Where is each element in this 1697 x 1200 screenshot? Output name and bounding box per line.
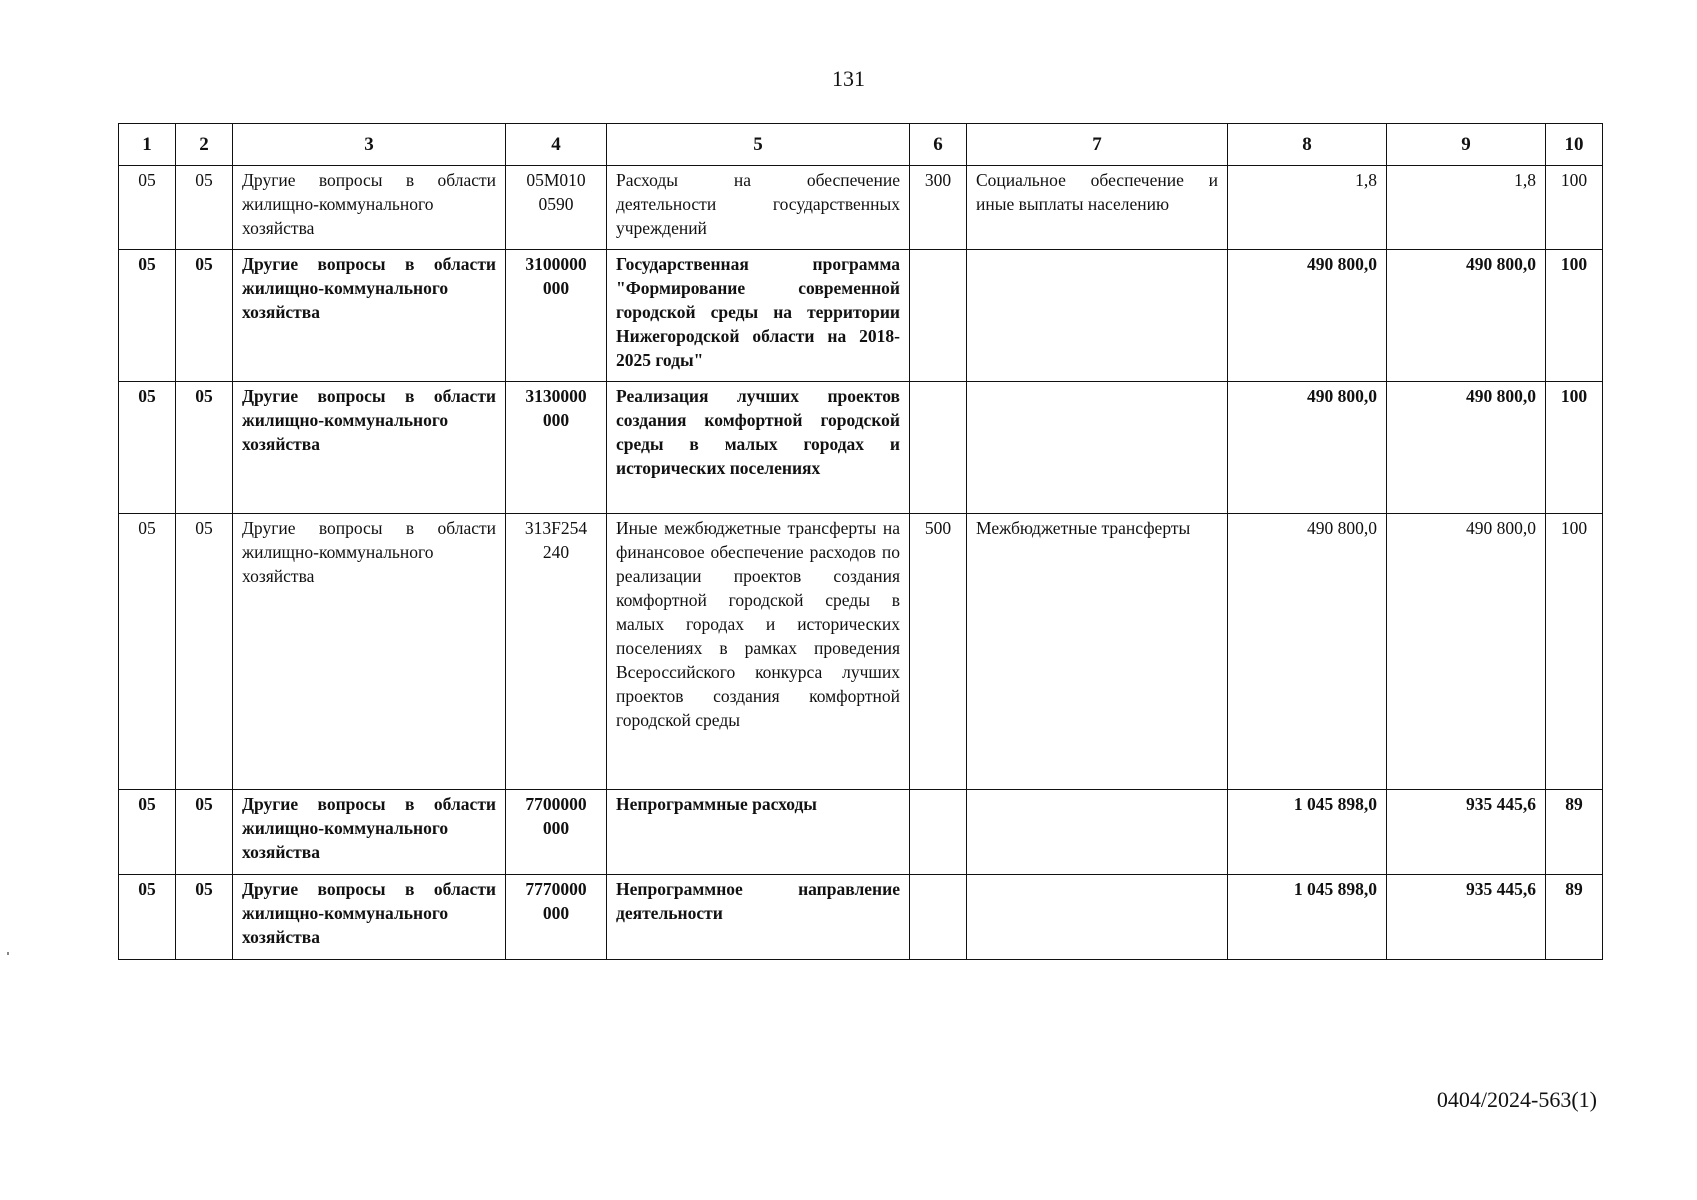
executed-amount: 1,8	[1387, 166, 1546, 250]
column-header: 1	[119, 124, 176, 166]
table-row	[119, 514, 1603, 790]
planned-amount: 1,8	[1228, 166, 1387, 250]
expense-type-name: Межбюджетные трансферты	[967, 514, 1228, 790]
planned-amount: 490 800,0	[1228, 250, 1387, 382]
execution-percent: 100	[1546, 382, 1603, 514]
target-article-code: 7770000 000	[506, 875, 607, 960]
table-row	[119, 790, 1603, 875]
budget-table	[118, 123, 1603, 960]
header-row	[119, 124, 1603, 166]
execution-percent: 89	[1546, 790, 1603, 875]
target-article-name: Непрограммные расходы	[607, 790, 910, 875]
table-row	[119, 382, 1603, 514]
section-name: Другие вопросы в области жилищно-коммунального хозяйства	[233, 166, 506, 250]
column-header: 6	[910, 124, 967, 166]
expense-type-name	[967, 790, 1228, 875]
section-code: 05	[119, 875, 176, 960]
column-header: 2	[176, 124, 233, 166]
expense-type-name	[967, 875, 1228, 960]
column-header: 5	[607, 124, 910, 166]
planned-amount: 1 045 898,0	[1228, 790, 1387, 875]
expense-type-code	[910, 382, 967, 514]
column-header: 7	[967, 124, 1228, 166]
expense-type-name	[967, 382, 1228, 514]
expense-type-name	[967, 250, 1228, 382]
subsection-code: 05	[176, 166, 233, 250]
target-article-code: 3130000 000	[506, 382, 607, 514]
section-code: 05	[119, 514, 176, 790]
section-name: Другие вопросы в области жилищно-коммунального хозяйства	[233, 514, 506, 790]
executed-amount: 490 800,0	[1387, 250, 1546, 382]
expense-type-code: 500	[910, 514, 967, 790]
target-article-code: 3100000 000	[506, 250, 607, 382]
executed-amount: 490 800,0	[1387, 514, 1546, 790]
column-header: 3	[233, 124, 506, 166]
target-article-name: Непрограммное направление деятельности	[607, 875, 910, 960]
section-code: 05	[119, 790, 176, 875]
expense-type-code: 300	[910, 166, 967, 250]
column-header: 9	[1387, 124, 1546, 166]
target-article-name: Государственная программа "Формирование современной городской среды на территории Нижегородской области на 2018-2025 годы"	[607, 250, 910, 382]
target-article-code: 313F254 240	[506, 514, 607, 790]
target-article-name: Иные межбюджетные трансферты на финансовое обеспечение расходов по реализации проектов создания комфортной городской среды в малых городах и исторических поселениях в рамках проведения Всероссийского конкурса лучших проектов создания комфортной городской среды	[607, 514, 910, 790]
planned-amount: 1 045 898,0	[1228, 875, 1387, 960]
executed-amount: 490 800,0	[1387, 382, 1546, 514]
target-article-code: 05М010 0590	[506, 166, 607, 250]
section-name: Другие вопросы в области жилищно-коммунального хозяйства	[233, 790, 506, 875]
column-header: 10	[1546, 124, 1603, 166]
planned-amount: 490 800,0	[1228, 382, 1387, 514]
section-code: 05	[119, 166, 176, 250]
execution-percent: 89	[1546, 875, 1603, 960]
subsection-code: 05	[176, 514, 233, 790]
subsection-code: 05	[176, 875, 233, 960]
execution-percent: 100	[1546, 250, 1603, 382]
page-number: 131	[832, 66, 865, 91]
subsection-code: 05	[176, 250, 233, 382]
table-row	[119, 875, 1603, 960]
section-name: Другие вопросы в области жилищно-коммунального хозяйства	[233, 382, 506, 514]
executed-amount: 935 445,6	[1387, 790, 1546, 875]
section-name: Другие вопросы в области жилищно-коммунального хозяйства	[233, 875, 506, 960]
expense-type-name: Социальное обеспечение и иные выплаты населению	[967, 166, 1228, 250]
target-article-code: 7700000 000	[506, 790, 607, 875]
table-row	[119, 166, 1603, 250]
scan-edge-mark	[7, 952, 9, 955]
section-name: Другие вопросы в области жилищно-коммунального хозяйства	[233, 250, 506, 382]
section-code: 05	[119, 382, 176, 514]
expense-type-code	[910, 250, 967, 382]
expense-type-code	[910, 875, 967, 960]
section-code: 05	[119, 250, 176, 382]
subsection-code: 05	[176, 382, 233, 514]
document-code: 0404/2024-563(1)	[1436, 1087, 1597, 1112]
expense-type-code	[910, 790, 967, 875]
target-article-name: Реализация лучших проектов создания комфортной городской среды в малых городах и исторических поселениях	[607, 382, 910, 514]
column-header: 8	[1228, 124, 1387, 166]
column-header: 4	[506, 124, 607, 166]
executed-amount: 935 445,6	[1387, 875, 1546, 960]
planned-amount: 490 800,0	[1228, 514, 1387, 790]
execution-percent: 100	[1546, 514, 1603, 790]
target-article-name: Расходы на обеспечение деятельности государственных учреждений	[607, 166, 910, 250]
execution-percent: 100	[1546, 166, 1603, 250]
subsection-code: 05	[176, 790, 233, 875]
table-row	[119, 250, 1603, 382]
